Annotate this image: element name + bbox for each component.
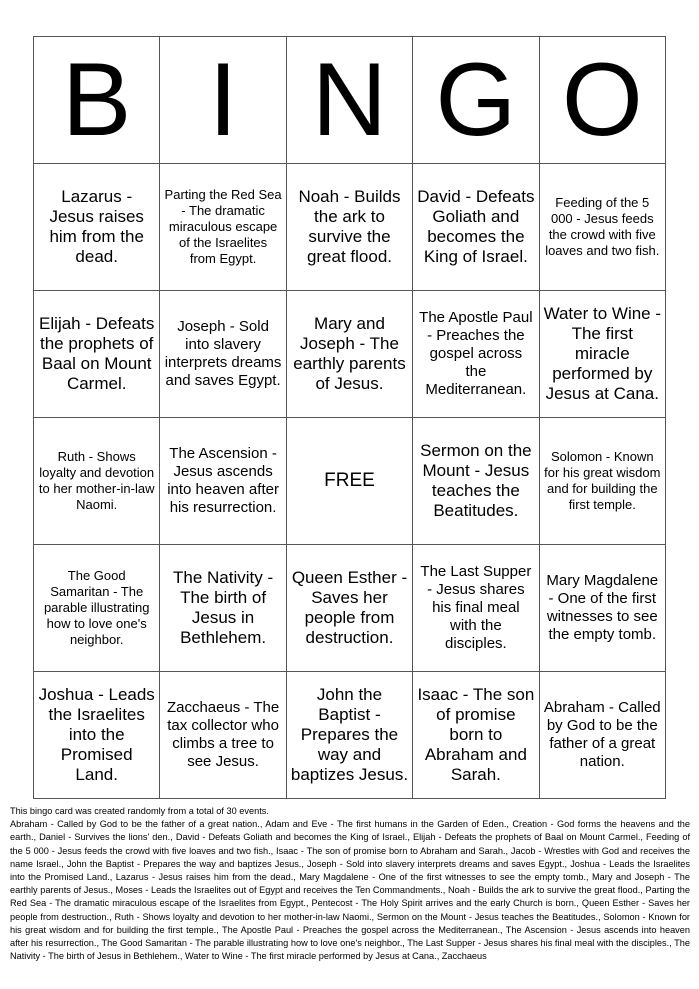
- free-space-cell: FREE: [286, 418, 412, 545]
- bingo-cell: Feeding of the 5 000 - Jesus feeds the crowd with five loaves and two fish.: [539, 164, 665, 291]
- bingo-cell: David - Defeats Goliath and becomes the King of Israel.: [413, 164, 539, 291]
- events-list: Abraham - Called by God to be the father of a great nation., Adam and Eve - The first humans in the Garden of Eden., Creation - God forms the heavens and the earth., Daniel - Survives the lions' den., David - Defeats Goliath and becomes the King of Israel., Elijah - Defeats the prophets of Baal on Mount Carmel., Feeding of the 5 000 - Jesus feeds the crowd with five loaves and two fish., Isaac - The son of promise born to Abraham and Sarah., Jacob - Wrestles with God and receives the name Israel., John the Baptist - Prepares the way and baptizes Jesus., Joseph - Sold into slavery interprets dreams and saves Egypt., Joshua - Leads the Israelites into the Promised Land., Lazarus - Jesus raises him from the dead., Mary Magdalene - One of the first witnesses to see the empty tomb., Mary and Joseph - The earthly parents of Jesus., Moses - Leads the Israelites out of Egypt and receives the Ten Commandments., Noah - Builds the ark to survive the great flood., Parting the Red Sea - The dramatic miraculous escape of the Israelites from Egypt., Pentecost - The Holy Spirit arrives and the early Church is born., Queen Esther - Saves her people from destruction., Ruth - Shows loyalty and devotion to her mother-in-law Naomi., Sermon on the Mount - Jesus teaches the Beatitudes., Solomon - Known for his great wisdom and for building the first temple., The Apostle Paul - Preaches the gospel across the Mediterranean., The Ascension - Jesus ascends into heaven after his resurrection., The Good Samaritan - The parable illustrating how to love one's neighbor., The Last Supper - Jesus shares his final meal with the disciples., The Nativity - The birth of Jesus in Bethlehem., Water to Wine - The first miracle performed by Jesus at Cana., Zacchaeus: [10, 819, 690, 962]
- bingo-cell: Water to Wine - The first miracle performed by Jesus at Cana.: [539, 291, 665, 418]
- bingo-cell: Sermon on the Mount - Jesus teaches the Beatitudes.: [413, 418, 539, 545]
- bingo-cell: Isaac - The son of promise born to Abraham and Sarah.: [413, 672, 539, 799]
- bingo-cell: Parting the Red Sea - The dramatic miraculous escape of the Israelites from Egypt.: [160, 164, 286, 291]
- bingo-cell: The Good Samaritan - The parable illustrating how to love one's neighbor.: [34, 545, 160, 672]
- header-letter-o: O: [539, 37, 665, 164]
- bingo-cell: The Apostle Paul - Preaches the gospel across the Mediterranean.: [413, 291, 539, 418]
- bingo-cell: Zacchaeus - The tax collector who climbs a tree to see Jesus.: [160, 672, 286, 799]
- bingo-cell: The Last Supper - Jesus shares his final meal with the disciples.: [413, 545, 539, 672]
- bingo-row: [34, 291, 666, 418]
- bingo-cell: The Ascension - Jesus ascends into heaven after his resurrection.: [160, 418, 286, 545]
- bingo-row: [34, 418, 666, 545]
- bingo-cell: Lazarus - Jesus raises him from the dead.: [34, 164, 160, 291]
- header-letter-b: B: [34, 37, 160, 164]
- bingo-header-row: [34, 37, 666, 164]
- footer-note: This bingo card was created randomly from a total of 30 events.: [10, 806, 269, 816]
- bingo-cell: Joshua - Leads the Israelites into the Promised Land.: [34, 672, 160, 799]
- bingo-cell: John the Baptist - Prepares the way and baptizes Jesus.: [286, 672, 412, 799]
- bingo-card: [33, 36, 666, 799]
- bingo-row: [34, 164, 666, 291]
- bingo-cell: Abraham - Called by God to be the father of a great nation.: [539, 672, 665, 799]
- header-letter-n: N: [286, 37, 412, 164]
- bingo-row: [34, 545, 666, 672]
- bingo-cell: Ruth - Shows loyalty and devotion to her mother-in-law Naomi.: [34, 418, 160, 545]
- bingo-cell: Mary and Joseph - The earthly parents of Jesus.: [286, 291, 412, 418]
- bingo-row: [34, 672, 666, 799]
- bingo-cell: Elijah - Defeats the prophets of Baal on Mount Carmel.: [34, 291, 160, 418]
- bingo-cell: Queen Esther - Saves her people from destruction.: [286, 545, 412, 672]
- header-letter-g: G: [413, 37, 539, 164]
- bingo-cell: Noah - Builds the ark to survive the great flood.: [286, 164, 412, 291]
- bingo-cell: Mary Magdalene - One of the first witnesses to see the empty tomb.: [539, 545, 665, 672]
- bingo-cell: Solomon - Known for his great wisdom and for building the first temple.: [539, 418, 665, 545]
- header-letter-i: I: [160, 37, 286, 164]
- card-footer: [10, 805, 690, 963]
- bingo-cell: The Nativity - The birth of Jesus in Bethlehem.: [160, 545, 286, 672]
- bingo-cell: Joseph - Sold into slavery interprets dreams and saves Egypt.: [160, 291, 286, 418]
